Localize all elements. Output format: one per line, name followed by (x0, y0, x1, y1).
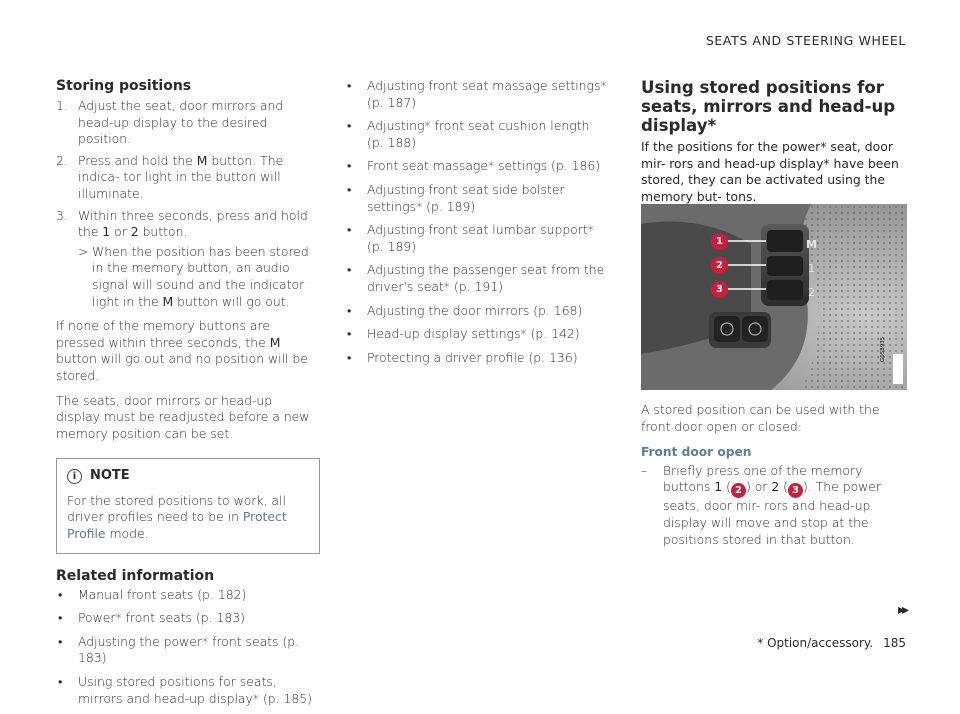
note-text: For the stored positions to work, all driver profiles need to be in (67, 492, 286, 525)
memory-buttons-photo (641, 204, 907, 390)
related-link-text: Adjusting the passenger seat from the driver's seat* (p. 191) (367, 262, 605, 294)
column-3-lower (641, 402, 908, 548)
result-text: When the position has been stored in the memory button, an audio signal will sound and the indicator light in the (92, 243, 309, 309)
result-marker: > (78, 243, 89, 259)
related-link-text: Adjusting the power* front seats (p. 183) (78, 633, 300, 666)
related-link-text: Adjusting the door mirrors (p. 168) (367, 302, 583, 318)
step-text: button. The indica- tor light in the button will illuminate. (78, 152, 284, 201)
bullet: • (58, 674, 63, 690)
related-link[interactable] (345, 222, 607, 255)
intro-paragraph: If the positions for the power* seat, door mir- rors and head-up display* have been stored, they can be activated using the memory but- tons. (641, 139, 899, 204)
related-link[interactable] (56, 610, 320, 627)
related-link[interactable] (345, 326, 607, 343)
image-code: G058935 (880, 336, 886, 362)
section-header: SEATS AND STEERING WHEEL (705, 33, 906, 48)
related-link-text: Front seat massage* settings (p. 186) (367, 158, 601, 174)
page-footer (757, 636, 906, 650)
related-link-text: Adjusting front seat massage settings* (p. 187) (367, 78, 607, 110)
storing-positions-heading: Storing positions (56, 78, 192, 94)
button-1-label: 1 (714, 479, 723, 495)
button-2-label: 2 (130, 224, 139, 240)
button-2-label: 2 (808, 286, 815, 299)
step-result (78, 244, 320, 310)
step-text: Adjust the seat, door mirrors and head-up display to the desired position. (78, 98, 284, 147)
column-2 (345, 78, 607, 373)
bullet: • (58, 586, 63, 602)
note-text: mode. (105, 526, 149, 542)
continue-arrow-icon: ▸▸ (897, 602, 906, 618)
bullet: • (347, 326, 352, 342)
callout-2-inline: 2 (731, 483, 746, 498)
instruction-item: – Briefly press one of the memory buttons 1 ( 2 ) or 2 ( 3 ). The power seats, door mir- rors and head-up display will move and stop at the positions stored in that button. (641, 462, 882, 547)
bullet: • (58, 610, 63, 626)
bullet: • (347, 302, 352, 318)
related-link[interactable] (345, 182, 607, 215)
button-2-label: 2 (771, 479, 780, 495)
paragraph-timeout (56, 318, 320, 384)
step-text: button. (138, 224, 188, 240)
step-text: Press and hold the (78, 152, 197, 168)
related-list-1 (56, 587, 320, 708)
result-text: button will go out. (173, 293, 290, 309)
bullet: • (347, 158, 352, 174)
info-icon: i (67, 469, 82, 484)
footnote-option-accessory: * Option/accessory. (757, 636, 874, 650)
step-3 (56, 208, 320, 311)
note-title: NOTE (90, 468, 130, 484)
related-link[interactable] (56, 634, 320, 667)
steps-list (56, 98, 320, 310)
m-button-label: M (269, 334, 281, 350)
related-link[interactable] (345, 303, 607, 320)
m-button-label: M (196, 152, 208, 168)
step-1 (56, 98, 320, 148)
para-text: button will go out and no position will be stored. (56, 351, 308, 383)
step-number: 3. (56, 207, 68, 223)
related-link-text: Adjusting front seat lumbar support* (p. 189) (367, 222, 594, 254)
related-list-2 (345, 78, 607, 366)
bullet: • (347, 262, 352, 278)
related-link[interactable] (56, 587, 320, 604)
step-2 (56, 153, 320, 203)
callout-3: 3 (711, 281, 728, 298)
photo-caption: A stored position can be used with the front door open or closed: (641, 402, 880, 434)
related-link-text: Adjusting* front seat cushion length (p. 188) (367, 118, 590, 150)
related-link-text: Using stored positions for seats, mirrors and head-up display* (p. 185) (78, 674, 313, 706)
bullet: • (347, 349, 352, 365)
related-link[interactable] (345, 158, 607, 175)
button-1-label: 1 (102, 224, 111, 240)
bullet: • (347, 222, 352, 238)
note-header (67, 468, 309, 485)
related-link[interactable] (56, 674, 320, 707)
step-text: or (110, 224, 131, 240)
stored-positions-heading: Using stored positions for seats, mirrors and head-up display* (641, 78, 896, 135)
bullet: • (347, 78, 352, 93)
callout-2: 2 (711, 257, 728, 274)
bullet: • (347, 181, 352, 197)
instruction-text: or (750, 479, 772, 495)
m-button-label: M (162, 293, 174, 309)
paragraph-readjust: The seats, door mirrors or head-up display must be readjusted before a new memory position can be set. (56, 392, 310, 441)
related-link[interactable] (345, 350, 607, 367)
step-number: 2. (56, 152, 68, 168)
protect-profile-term: Protect Profile (67, 509, 287, 542)
note-body (67, 493, 309, 543)
bullet: • (347, 118, 352, 134)
dash-marker: – (641, 462, 648, 478)
instruction-text: Briefly press one of the memory buttons (663, 462, 863, 495)
callout-3-inline: 3 (788, 483, 803, 498)
callout-1: 1 (711, 233, 728, 250)
related-link[interactable] (345, 118, 607, 151)
related-link-text: Adjusting front seat side bolster settings* (p. 189) (367, 181, 565, 214)
note-box (56, 458, 320, 553)
related-link[interactable] (345, 78, 607, 111)
related-information-heading: Related information (56, 567, 215, 584)
step-number: 1. (56, 98, 68, 113)
front-door-open-heading: Front door open (641, 445, 752, 460)
button-m-label: M (806, 238, 817, 251)
related-link-text: Protecting a driver profile (p. 136) (367, 349, 578, 365)
column-1 (56, 78, 320, 714)
para-text: If none of the memory buttons are pressed within three seconds, the (56, 318, 270, 350)
button-1-label: 1 (808, 262, 815, 275)
related-link-text: Head-up display settings* (p. 142) (367, 326, 580, 342)
page-number: 185 (883, 636, 906, 650)
bullet: • (58, 633, 63, 649)
related-link[interactable] (345, 262, 607, 295)
step-text: Within three seconds, press and hold the (78, 207, 308, 240)
related-link-text: Manual front seats (p. 182) (78, 586, 247, 602)
instruction-text: . The power seats, door mir- rors and head-up display will move and stop at the positions stored in that button. (663, 479, 882, 547)
related-link-text: Power* front seats (p. 183) (78, 610, 245, 626)
